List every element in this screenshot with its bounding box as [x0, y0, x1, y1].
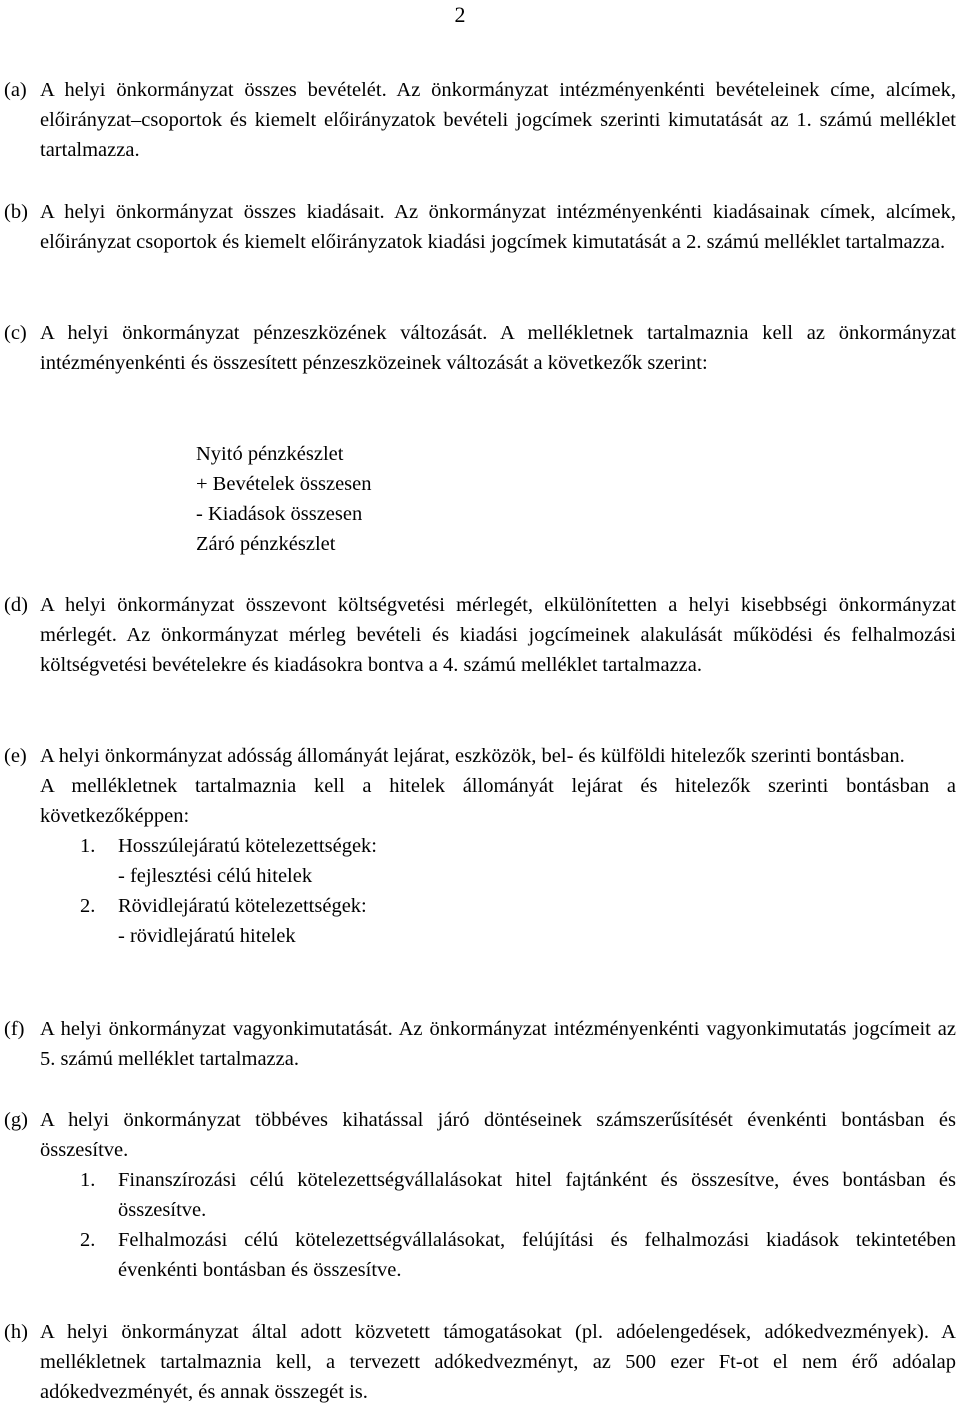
list-subitem: - rövidlejáratú hitelek	[118, 925, 296, 947]
section-f-label: (f)	[4, 1018, 25, 1040]
section-b-label: (b)	[4, 201, 28, 223]
section-g	[0, 1105, 956, 1285]
section-d-text: A helyi önkormányzat összevont költségvetési mérlegét, elkülönítetten a helyi kisebbségi önkormányzat mérlegét. Az önkormányzat mérleg bevételi és kiadási jogcímeinek alakulását működési és felhalmozási költségvetési bevételekre és kiadásokra bontva a 4. számú melléklet tartalmazza.	[40, 594, 956, 676]
list-item-title: Hosszúlejáratú kötelezettségek:	[118, 835, 377, 857]
section-d	[0, 590, 956, 680]
list-number: 1.	[80, 1169, 96, 1191]
formula-expenditures: - Kiadások összesen	[196, 503, 363, 525]
list-subitem: - fejlesztési célú hitelek	[118, 865, 313, 887]
list-number: 1.	[80, 835, 96, 857]
section-h-text: A helyi önkormányzat által adott közvetett támogatásokat (pl. adóelengedések, adókedvezmények). A mellékletnek tartalmaznia kell, a tervezett adókedvezményt, az 500 ezer Ft-ot el nem érő adóalap adókedvezményét, és annak összegét is.	[40, 1321, 956, 1403]
list-number: 2.	[80, 1229, 96, 1251]
section-e-text-2: A mellékletnek tartalmaznia kell a hitelek állományát lejárat és hitelezők szerinti bontásban a következőképpen:	[40, 775, 956, 827]
list-item	[0, 1165, 956, 1225]
list-item-text: Finanszírozási célú kötelezettségvállalásokat hitel fajtánként és összesítve, éves bontásban és összesítve.	[118, 1169, 956, 1221]
list-item-title: Rövidlejáratú kötelezettségek:	[118, 895, 367, 917]
section-e-label: (e)	[4, 745, 27, 767]
formula-opening-balance: Nyitó pénzkészlet	[196, 443, 344, 465]
list-item	[0, 1225, 956, 1285]
section-d-label: (d)	[4, 594, 28, 616]
list-item	[0, 831, 956, 861]
section-c-text: A helyi önkormányzat pénzeszközének változását. A mellékletnek tartalmaznia kell az önkormányzat intézményenkénti és összesített pénzeszközeinek változását a következők szerint:	[40, 322, 956, 374]
section-h-label: (h)	[4, 1321, 28, 1343]
section-a	[0, 75, 956, 165]
section-h	[0, 1317, 956, 1407]
section-b-text: A helyi önkormányzat összes kiadásait. Az önkormányzat intézményenkénti kiadásainak címek, alcímek, előirányzat csoportok és kiemelt előirányzatok kiadási jogcímek kimutatását a 2. számú melléklet tartalmazza.	[40, 201, 956, 253]
section-a-text: A helyi önkormányzat összes bevételét. Az önkormányzat intézményenkénti bevételeinek címe, alcímek, előirányzat–csoportok és kiemelt előirányzatok bevételi jogcímek szerinti kimutatását az 1. számú melléklet tartalmazza.	[40, 79, 956, 161]
list-number: 2.	[80, 895, 96, 917]
section-g-label: (g)	[4, 1109, 28, 1131]
section-c	[0, 318, 956, 378]
section-g-text: A helyi önkormányzat többéves kihatással járó döntéseinek számszerűsítését évenkénti bontásban és összesítve.	[40, 1109, 956, 1161]
section-e-text: A helyi önkormányzat adósság állományát lejárat, eszközök, bel- és külföldi hitelezők szerinti bontásban.	[40, 745, 905, 767]
list-item-text: Felhalmozási célú kötelezettségvállalásokat, felújítási és felhalmozási kiadások tekintetében évenkénti bontásban és összesítve.	[118, 1229, 956, 1281]
section-f	[0, 1014, 956, 1074]
section-f-text: A helyi önkormányzat vagyonkimutatását. Az önkormányzat intézményenkénti vagyonkimutatás jogcímeit az 5. számú melléklet tartalmazza.	[40, 1018, 956, 1070]
formula-revenues: + Bevételek összesen	[196, 473, 372, 495]
list-item	[0, 891, 956, 921]
section-b	[0, 197, 956, 257]
page-number: 2	[454, 2, 466, 27]
formula-closing-balance: Záró pénzkészlet	[196, 533, 336, 555]
section-a-label: (a)	[4, 79, 27, 101]
section-c-label: (c)	[4, 322, 27, 344]
section-e	[0, 741, 956, 951]
